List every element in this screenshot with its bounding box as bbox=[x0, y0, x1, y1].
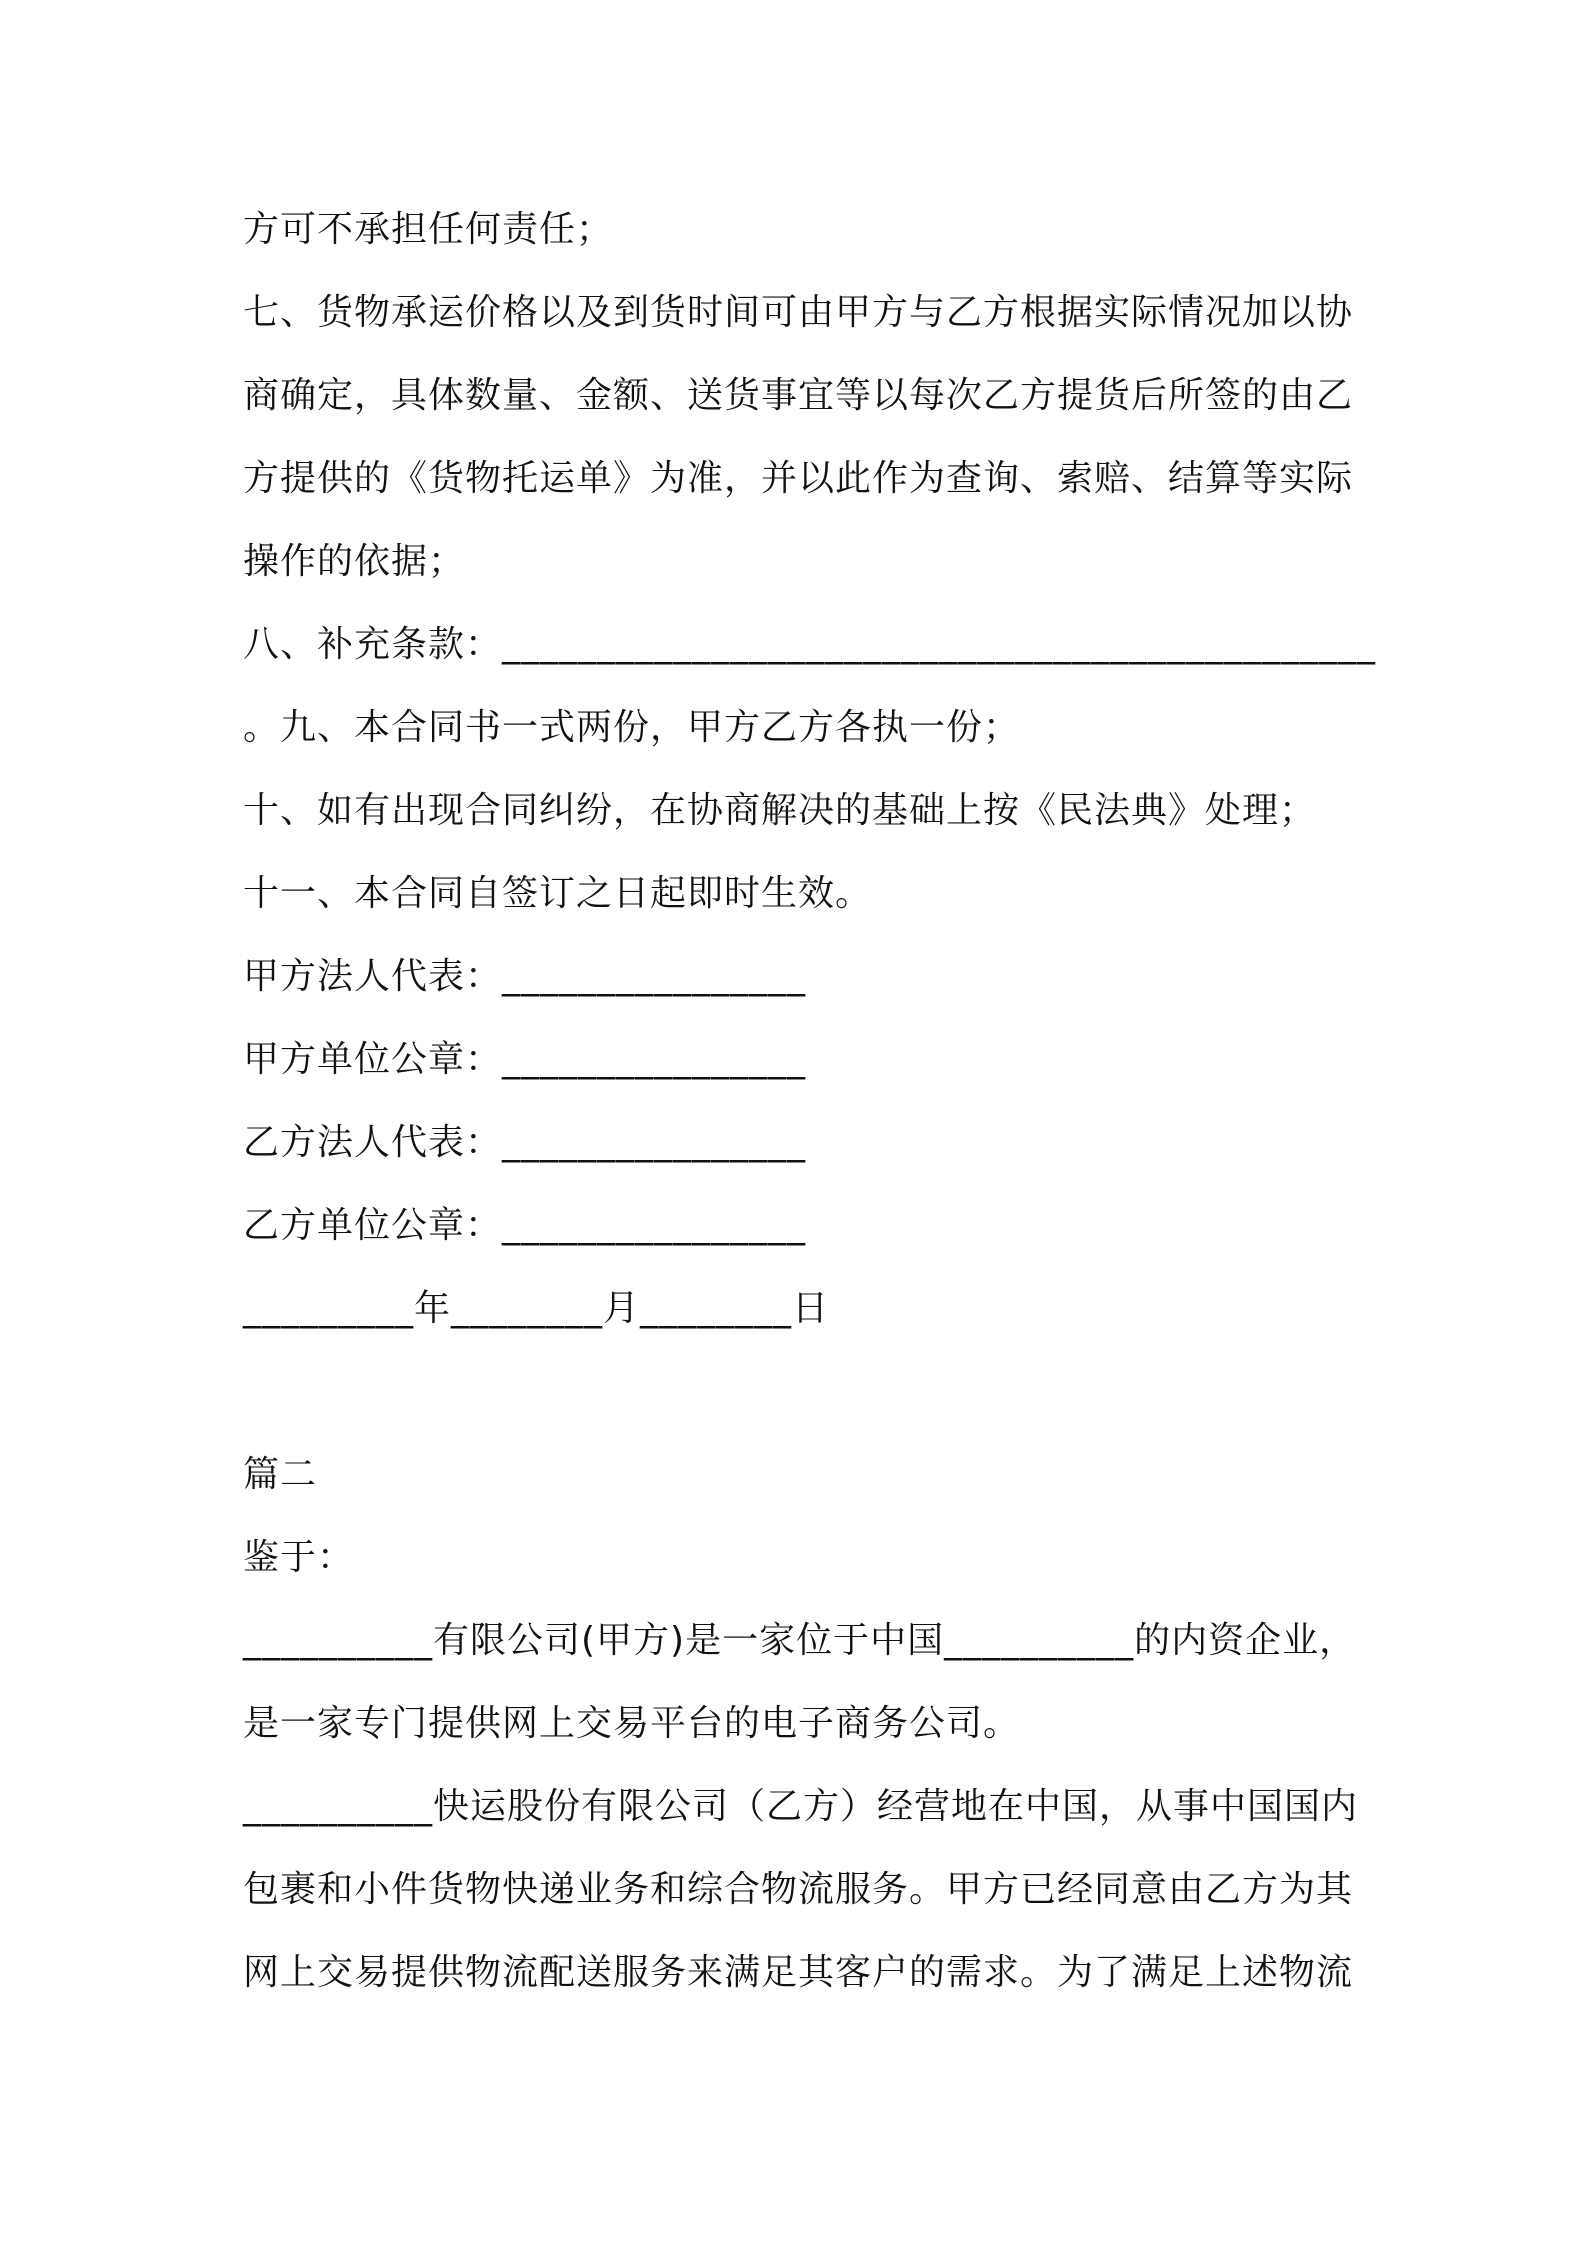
section-heading: 篇二 bbox=[243, 1454, 318, 1495]
signature-field: 乙方法人代表：________________ bbox=[243, 1122, 807, 1163]
signature-field: 甲方单位公章：________________ bbox=[243, 1039, 807, 1080]
date-field: _________年________月________日 bbox=[243, 1288, 829, 1329]
text-line: 操作的依据； bbox=[243, 541, 466, 582]
text-line: 商确定，具体数量、金额、送货事宜等以每次乙方提货后所签的由乙 bbox=[243, 375, 1354, 416]
text-line: __________有限公司(甲方)是一家位于中国__________的内资企业， bbox=[243, 1620, 1357, 1661]
text-line: 包裹和小件货物快递业务和综合物流服务。甲方已经同意由乙方为其 bbox=[243, 1869, 1354, 1910]
text-line: 是一家专门提供网上交易平台的电子商务公司。 bbox=[243, 1703, 1021, 1744]
signature-field: 乙方单位公章：________________ bbox=[243, 1205, 807, 1246]
text-line: 方提供的《货物托运单》为准，并以此作为查询、索赔、结算等实际 bbox=[243, 458, 1354, 499]
text-line: 鉴于： bbox=[243, 1537, 355, 1578]
text-line: 十、如有出现合同纠纷，在协商解决的基础上按《民法典》处理； bbox=[243, 790, 1317, 831]
signature-field: 甲方法人代表：________________ bbox=[243, 956, 807, 997]
text-line: 。九、本合同书一式两份，甲方乙方各执一份； bbox=[243, 707, 1021, 748]
text-line: 八、补充条款：______________________________________________ bbox=[243, 624, 1377, 665]
text-line: 方可不承担任何责任； bbox=[243, 209, 614, 250]
text-line: 网上交易提供物流配送服务来满足其客户的需求。为了满足上述物流 bbox=[243, 1952, 1354, 1993]
text-line: 十一、本合同自签订之日起即时生效。 bbox=[243, 873, 873, 914]
text-line: 七、货物承运价格以及到货时间可由甲方与乙方根据实际情况加以协 bbox=[243, 292, 1354, 333]
text-line: __________快运股份有限公司（乙方）经营地在中国，从事中国国内 bbox=[243, 1786, 1359, 1827]
